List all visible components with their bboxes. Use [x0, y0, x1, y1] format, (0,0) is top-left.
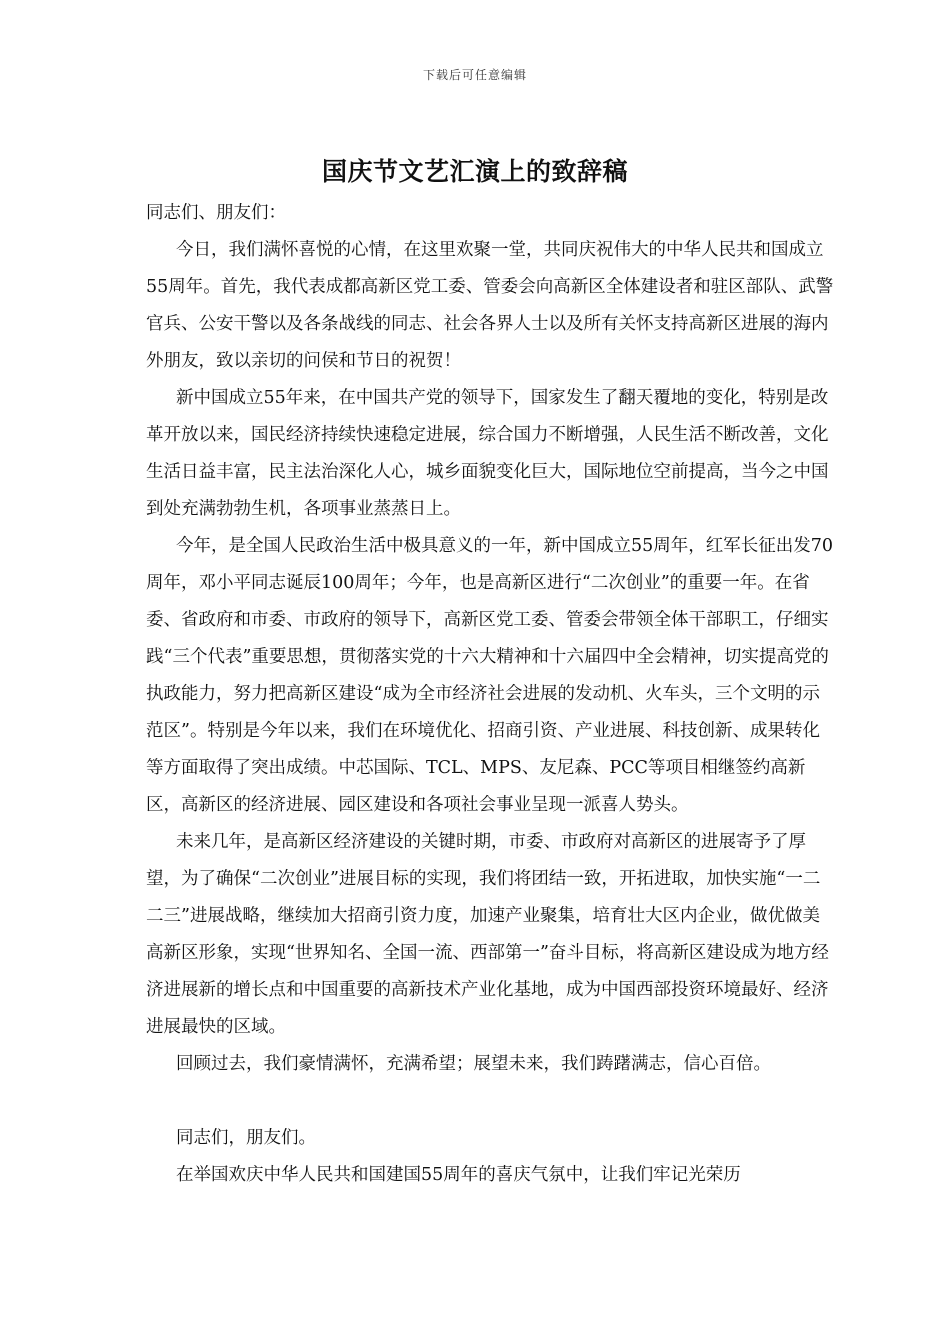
paragraph-future: 未来几年，是高新区经济建设的关键时期，市委、市政府对高新区的进展寄予了厚望，为了确保“二次创业”进展目标的实现，我们将团结一致，开拓进取，加快实施“一二二三”进展战略，继续加大招商引资力度，加速产业聚集，培育壮大区内企业，做优做美高新区形象，实现“世界知名、全国一流、西部第一”奋斗目标，将高新区建设成为地方经济进展新的增长点和中国重要的高新技术产业化基地，成为中国西部投资环境最好、经济进展最快的区域。 [146, 832, 829, 1037]
paragraph-achievements: 新中国成立55年来，在中国共产党的领导下，国家发生了翻天覆地的变化，特别是改革开放以来，国民经济持续快速稳定进展，综合国力不断增强，人民生活不断改善，文化生活日益丰富，民主法治深化人心，城乡面貌变化巨大，国际地位空前提高，当今之中国到处充满勃勃生机，各项事业蒸蒸日上。 [146, 388, 829, 519]
header-note: 下载后可任意编辑 [422, 68, 527, 82]
paragraph-closing: 在举国欢庆中华人民共和国建国55周年的喜庆气氛中，让我们牢记光荣历 [176, 1165, 741, 1185]
document-title: 国庆节文艺汇演上的致辞稿 [321, 157, 628, 186]
salutation: 同志们、朋友们： [146, 203, 286, 223]
paragraph-this-year: 今年，是全国人民政治生活中极具意义的一年，新中国成立55周年，红军长征出发70周年，邓小平同志诞辰100周年；今年，也是高新区进行“二次创业”的重要一年。在省委、省政府和市委、市政府的领导下，高新区党工委、管委会带领全体干部职工，仔细实践“三个代表”重要思想，贯彻落实党的十六大精神和十六届四中全会精神，切实提高党的执政能力，努力把高新区建设“成为全市经济社会进展的发动机、火车头，三个文明的示范区”。特别是今年以来，我们在环境优化、招商引资、产业进展、科技创新、成果转化等方面取得了突出成绩。中芯国际、TCL、MPS、友尼森、PCC等项目相继签约高新区，高新区的经济进展、园区建设和各项社会事业呈现一派喜人势头。 [146, 536, 834, 815]
paragraph-spacer [146, 1083, 836, 1120]
paragraph-greeting: 今日，我们满怀喜悦的心情，在这里欢聚一堂，共同庆祝伟大的中华人民共和国成立55周年。首先，我代表成都高新区党工委、管委会向高新区全体建设者和驻区部队、武警官兵、公安干警以及各条战线的同志、社会各界人士以及所有关怀支持高新区进展的海内外朋友，致以亲切的问侯和节日的祝贺！ [146, 240, 834, 371]
document-body [146, 195, 836, 1194]
paragraph-review: 回顾过去，我们豪情满怀，充满希望；展望未来，我们踌躇满志，信心百倍。 [176, 1054, 771, 1074]
closing-salutation: 同志们，朋友们。 [176, 1128, 316, 1148]
